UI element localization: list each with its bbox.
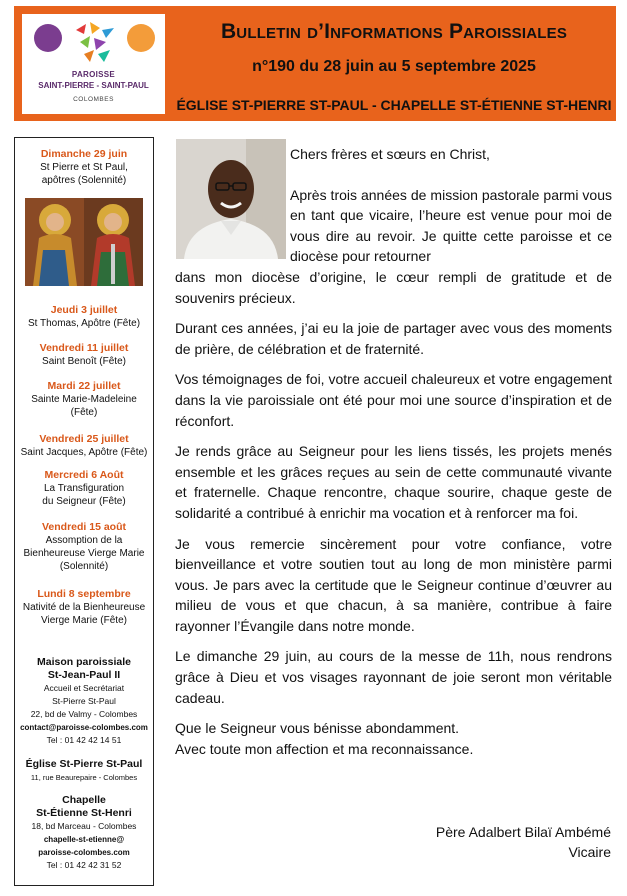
calendar-date: Dimanche 29 juin xyxy=(40,148,128,160)
calendar-date: Jeudi 3 juillet xyxy=(50,304,118,316)
calendar-date: Mardi 22 juillet xyxy=(47,380,121,392)
calendar-entry xyxy=(15,588,153,627)
calendar-feast: Sainte Marie-Madeleine xyxy=(31,394,137,405)
contact-address: 11, rue Beaurepaire - Colombes xyxy=(30,773,138,782)
calendar-feast: Assomption de la xyxy=(45,535,123,546)
contact-phone: Tel : 01 42 42 14 51 xyxy=(46,735,122,745)
letter-closing: Que le Seigneur vous bénisse abondamment. xyxy=(175,720,460,737)
calendar-entry xyxy=(15,469,153,508)
calendar-entry xyxy=(15,433,153,459)
letter-paragraph: Je vous remercie sincèrement pour votre confiance, votre bienveillance et votre soutien tout au long de mon ministère parmi vous. Je pars avec la certitude que le Seigneur continue d’œuvrer au milieu de vous et que chacun, à sa manière, contribue à faire rayonner l’Évangile dans notre monde. xyxy=(175,535,612,634)
calendar-feast: Vierge Marie (Fête) xyxy=(41,615,127,626)
contact-phone: Tel : 01 42 42 31 52 xyxy=(46,860,122,870)
calendar-date: Vendredi 25 juillet xyxy=(39,433,129,445)
letter-paragraph: Durant ces années, j’ai eu la joie de partager avec vous des moments de prière, de célébration et de fraternité. xyxy=(175,320,612,357)
sidebar-calendar xyxy=(14,137,154,886)
logo-line: SAINT-PIERRE - SAINT-PAUL xyxy=(38,81,149,90)
contact-email[interactable]: chapelle-st-etienne@ xyxy=(43,835,125,844)
doves-icon xyxy=(70,20,118,66)
contact-name: Maison paroissiale xyxy=(37,656,131,668)
logo-circle-icon xyxy=(127,24,155,52)
calendar-feast: apôtres (Solennité) xyxy=(41,175,127,186)
contact-address: 18, bd Marceau - Colombes xyxy=(31,821,137,831)
saints-painting xyxy=(25,198,143,286)
calendar-feast: (Solennité) xyxy=(59,561,109,572)
bulletin-title: Bulletin d’Informations Paroissiales xyxy=(220,20,568,43)
logo-line: COLOMBES xyxy=(73,96,114,103)
letter-closing: Avec toute mon affection et ma reconnaissance. xyxy=(175,740,474,757)
header-band xyxy=(14,6,616,121)
calendar-feast: La Transfiguration xyxy=(43,483,125,494)
calendar-feast: du Seigneur (Fête) xyxy=(42,496,126,507)
logo-line: PAROISSE xyxy=(71,70,116,79)
signature-title: Vicaire xyxy=(568,844,611,860)
letter-body xyxy=(175,144,612,759)
letter-paragraph: Le dimanche 29 juin, au cours de la messe de 11h, nous rendrons grâce à Dieu et vos visages rayonnant de joie seront mon véritable cadeau. xyxy=(175,648,612,706)
letter-paragraph: Je rends grâce au Seigneur pour les liens tissés, les projets menés ensemble et les grâces reçues au sein de cette communauté vivante et fraternelle. Chaque rencontre, chaque sourire, chaque geste de solidarité a contribué à enrichir ma vocation et à renforcer ma foi. xyxy=(175,443,612,521)
calendar-entry xyxy=(15,304,153,330)
letter-paragraph: dans mon diocèse d’origine, le cœur rempli de gratitude et de souvenirs précieux. xyxy=(175,268,612,306)
calendar-feast: Bienheureuse Vierge Marie xyxy=(23,548,145,559)
calendar-feast: (Fête) xyxy=(70,407,98,418)
calendar-entry xyxy=(15,148,153,187)
calendar-date: Vendredi 15 août xyxy=(41,521,127,533)
letter-paragraph: Vos témoignages de foi, votre accueil chaleureux et votre engagement dans la vie paroissiale ont été pour moi une source d’inspiration et de réconfort. xyxy=(175,371,612,429)
contact-address: 22, bd de Valmy - Colombes xyxy=(30,709,138,719)
contact-chapelle xyxy=(15,794,153,872)
contact-maison xyxy=(15,656,153,747)
contact-name: Église St-Pierre St-Paul xyxy=(25,758,143,770)
letter-paragraph: Après trois années de mission pastorale parmi vous en tant que vicaire, l’heure est venue pour moi de vous dire au revoir. Je quitte cette paroisse et ce diocèse pour retourner xyxy=(290,186,612,265)
contact-place: St-Pierre St-Paul xyxy=(52,696,116,706)
calendar-entry xyxy=(15,342,153,368)
calendar-feast: Nativité de la Bienheureuse xyxy=(22,602,146,613)
contact-name: Chapelle xyxy=(62,794,106,806)
signature-name: Père Adalbert Bilaï Ambémé xyxy=(435,824,611,840)
calendar-feast: St Pierre et St Paul, xyxy=(40,162,128,173)
churches-line: ÉGLISE ST-PIERRE ST-PAUL - CHAPELLE ST-ÉTIENNE ST-HENRI xyxy=(176,97,612,113)
calendar-feast: Saint Jacques, Apôtre (Fête) xyxy=(20,447,148,458)
contact-eglise xyxy=(15,758,153,784)
calendar-feast: St Thomas, Apôtre (Fête) xyxy=(27,318,141,329)
calendar-date: Vendredi 11 juillet xyxy=(39,342,129,354)
contact-name: St-Étienne St-Henri xyxy=(36,807,132,819)
contact-role: Accueil et Secrétariat xyxy=(43,683,125,693)
signature-block xyxy=(436,822,611,862)
logo-circle-icon xyxy=(34,24,62,52)
calendar-entry xyxy=(15,380,153,419)
letter-greeting: Chers frères et sœurs en Christ, xyxy=(290,146,490,162)
calendar-entry xyxy=(15,521,153,573)
parish-logo xyxy=(22,14,165,114)
contact-email[interactable]: contact@paroisse-colombes.com xyxy=(20,723,148,732)
contact-email[interactable]: paroisse-colombes.com xyxy=(38,848,130,857)
contact-name: St-Jean-Paul II xyxy=(47,669,121,681)
issue-number: n°190 du 28 juin au 5 septembre 2025 xyxy=(252,58,536,75)
calendar-feast: Saint Benoît (Fête) xyxy=(42,356,126,367)
calendar-date: Lundi 8 septembre xyxy=(37,588,131,600)
calendar-date: Mercredi 6 Août xyxy=(44,469,124,481)
